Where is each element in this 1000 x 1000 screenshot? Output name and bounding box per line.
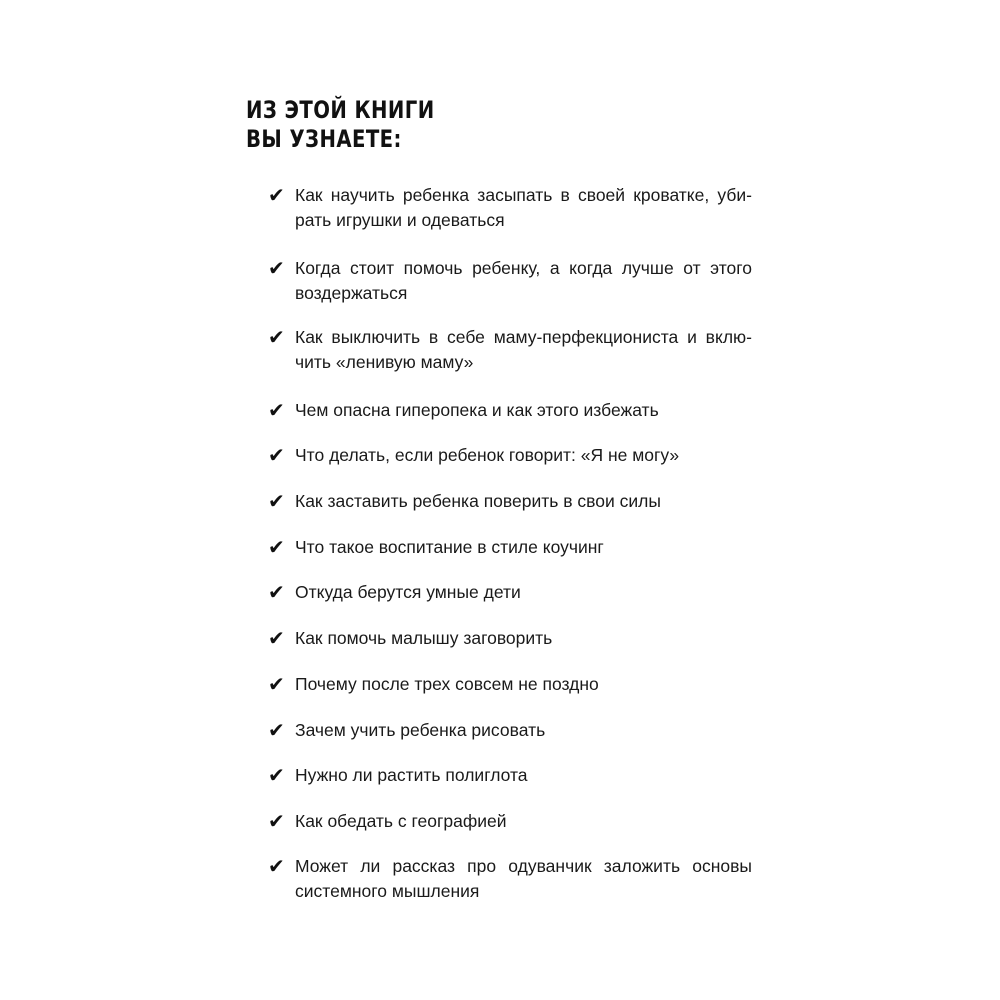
list-item-line: системного мышления bbox=[295, 881, 480, 901]
check-mark-icon: ✔ bbox=[268, 535, 285, 559]
check-mark-icon: ✔ bbox=[268, 809, 285, 833]
list-item bbox=[268, 626, 752, 651]
list-item-text bbox=[295, 535, 752, 560]
check-mark-icon: ✔ bbox=[268, 580, 285, 604]
check-mark-icon: ✔ bbox=[268, 398, 285, 422]
page-heading bbox=[246, 96, 435, 154]
list-item-line: Когда стоит помочь ребенку, а когда лучше от этого bbox=[295, 258, 752, 278]
list-item-line: Как помочь малышу заговорить bbox=[295, 628, 553, 648]
list-item-text bbox=[295, 398, 752, 423]
check-mark-icon: ✔ bbox=[268, 183, 285, 207]
check-mark-icon: ✔ bbox=[268, 718, 285, 742]
check-mark-icon: ✔ bbox=[268, 626, 285, 650]
list-item-text bbox=[295, 489, 752, 514]
list-item-text bbox=[295, 718, 752, 743]
list-item bbox=[268, 398, 752, 423]
list-item-line: Откуда берутся умные дети bbox=[295, 582, 521, 602]
check-mark-icon: ✔ bbox=[268, 854, 285, 878]
list-item-line: Может ли рассказ про одуванчик заложить основы bbox=[295, 856, 752, 876]
list-item-text bbox=[295, 443, 752, 468]
list-item bbox=[268, 580, 752, 605]
list-item bbox=[268, 183, 752, 233]
list-item bbox=[268, 672, 752, 697]
check-mark-icon: ✔ bbox=[268, 443, 285, 467]
list-item-line: рать игрушки и одеваться bbox=[295, 210, 505, 230]
list-item-line: Как обедать с географией bbox=[295, 811, 507, 831]
list-item bbox=[268, 325, 752, 375]
list-item-text bbox=[295, 325, 752, 375]
list-item-line: Чем опасна гиперопека и как этого избежать bbox=[295, 400, 659, 420]
list-item-text bbox=[295, 763, 752, 788]
list-item bbox=[268, 809, 752, 834]
list-item-line: воздержаться bbox=[295, 283, 408, 303]
check-mark-icon: ✔ bbox=[268, 325, 285, 349]
list-item-text bbox=[295, 854, 752, 904]
list-item-line: Как научить ребенка засыпать в своей кроватке, уби- bbox=[295, 185, 752, 205]
list-item-line: Зачем учить ребенка рисовать bbox=[295, 720, 546, 740]
check-mark-icon: ✔ bbox=[268, 256, 285, 280]
list-item bbox=[268, 854, 752, 904]
check-mark-icon: ✔ bbox=[268, 672, 285, 696]
list-item bbox=[268, 489, 752, 514]
heading-line-1: ИЗ ЭТОЙ КНИГИ bbox=[246, 96, 435, 124]
heading-line-2: ВЫ УЗНАЕТЕ: bbox=[246, 125, 402, 153]
list-item bbox=[268, 256, 752, 306]
list-item-line: Что такое воспитание в стиле коучинг bbox=[295, 537, 604, 557]
list-item-text bbox=[295, 626, 752, 651]
list-item-line: чить «ленивую маму» bbox=[295, 352, 474, 372]
list-item-text bbox=[295, 580, 752, 605]
list-item bbox=[268, 718, 752, 743]
list-item-line: Как заставить ребенка поверить в свои силы bbox=[295, 491, 661, 511]
list-item bbox=[268, 535, 752, 560]
check-mark-icon: ✔ bbox=[268, 489, 285, 513]
list-item-text bbox=[295, 183, 752, 233]
list-item-line: Нужно ли растить полиглота bbox=[295, 765, 528, 785]
list-item-text bbox=[295, 809, 752, 834]
list-item-text bbox=[295, 256, 752, 306]
list-item-line: Что делать, если ребенок говорит: «Я не могу» bbox=[295, 445, 680, 465]
list-item bbox=[268, 763, 752, 788]
list-item-text bbox=[295, 672, 752, 697]
list-item-line: Как выключить в себе маму-перфекциониста и вклю- bbox=[295, 327, 752, 347]
list-item bbox=[268, 443, 752, 468]
check-mark-icon: ✔ bbox=[268, 763, 285, 787]
list-item-line: Почему после трех совсем не поздно bbox=[295, 674, 599, 694]
